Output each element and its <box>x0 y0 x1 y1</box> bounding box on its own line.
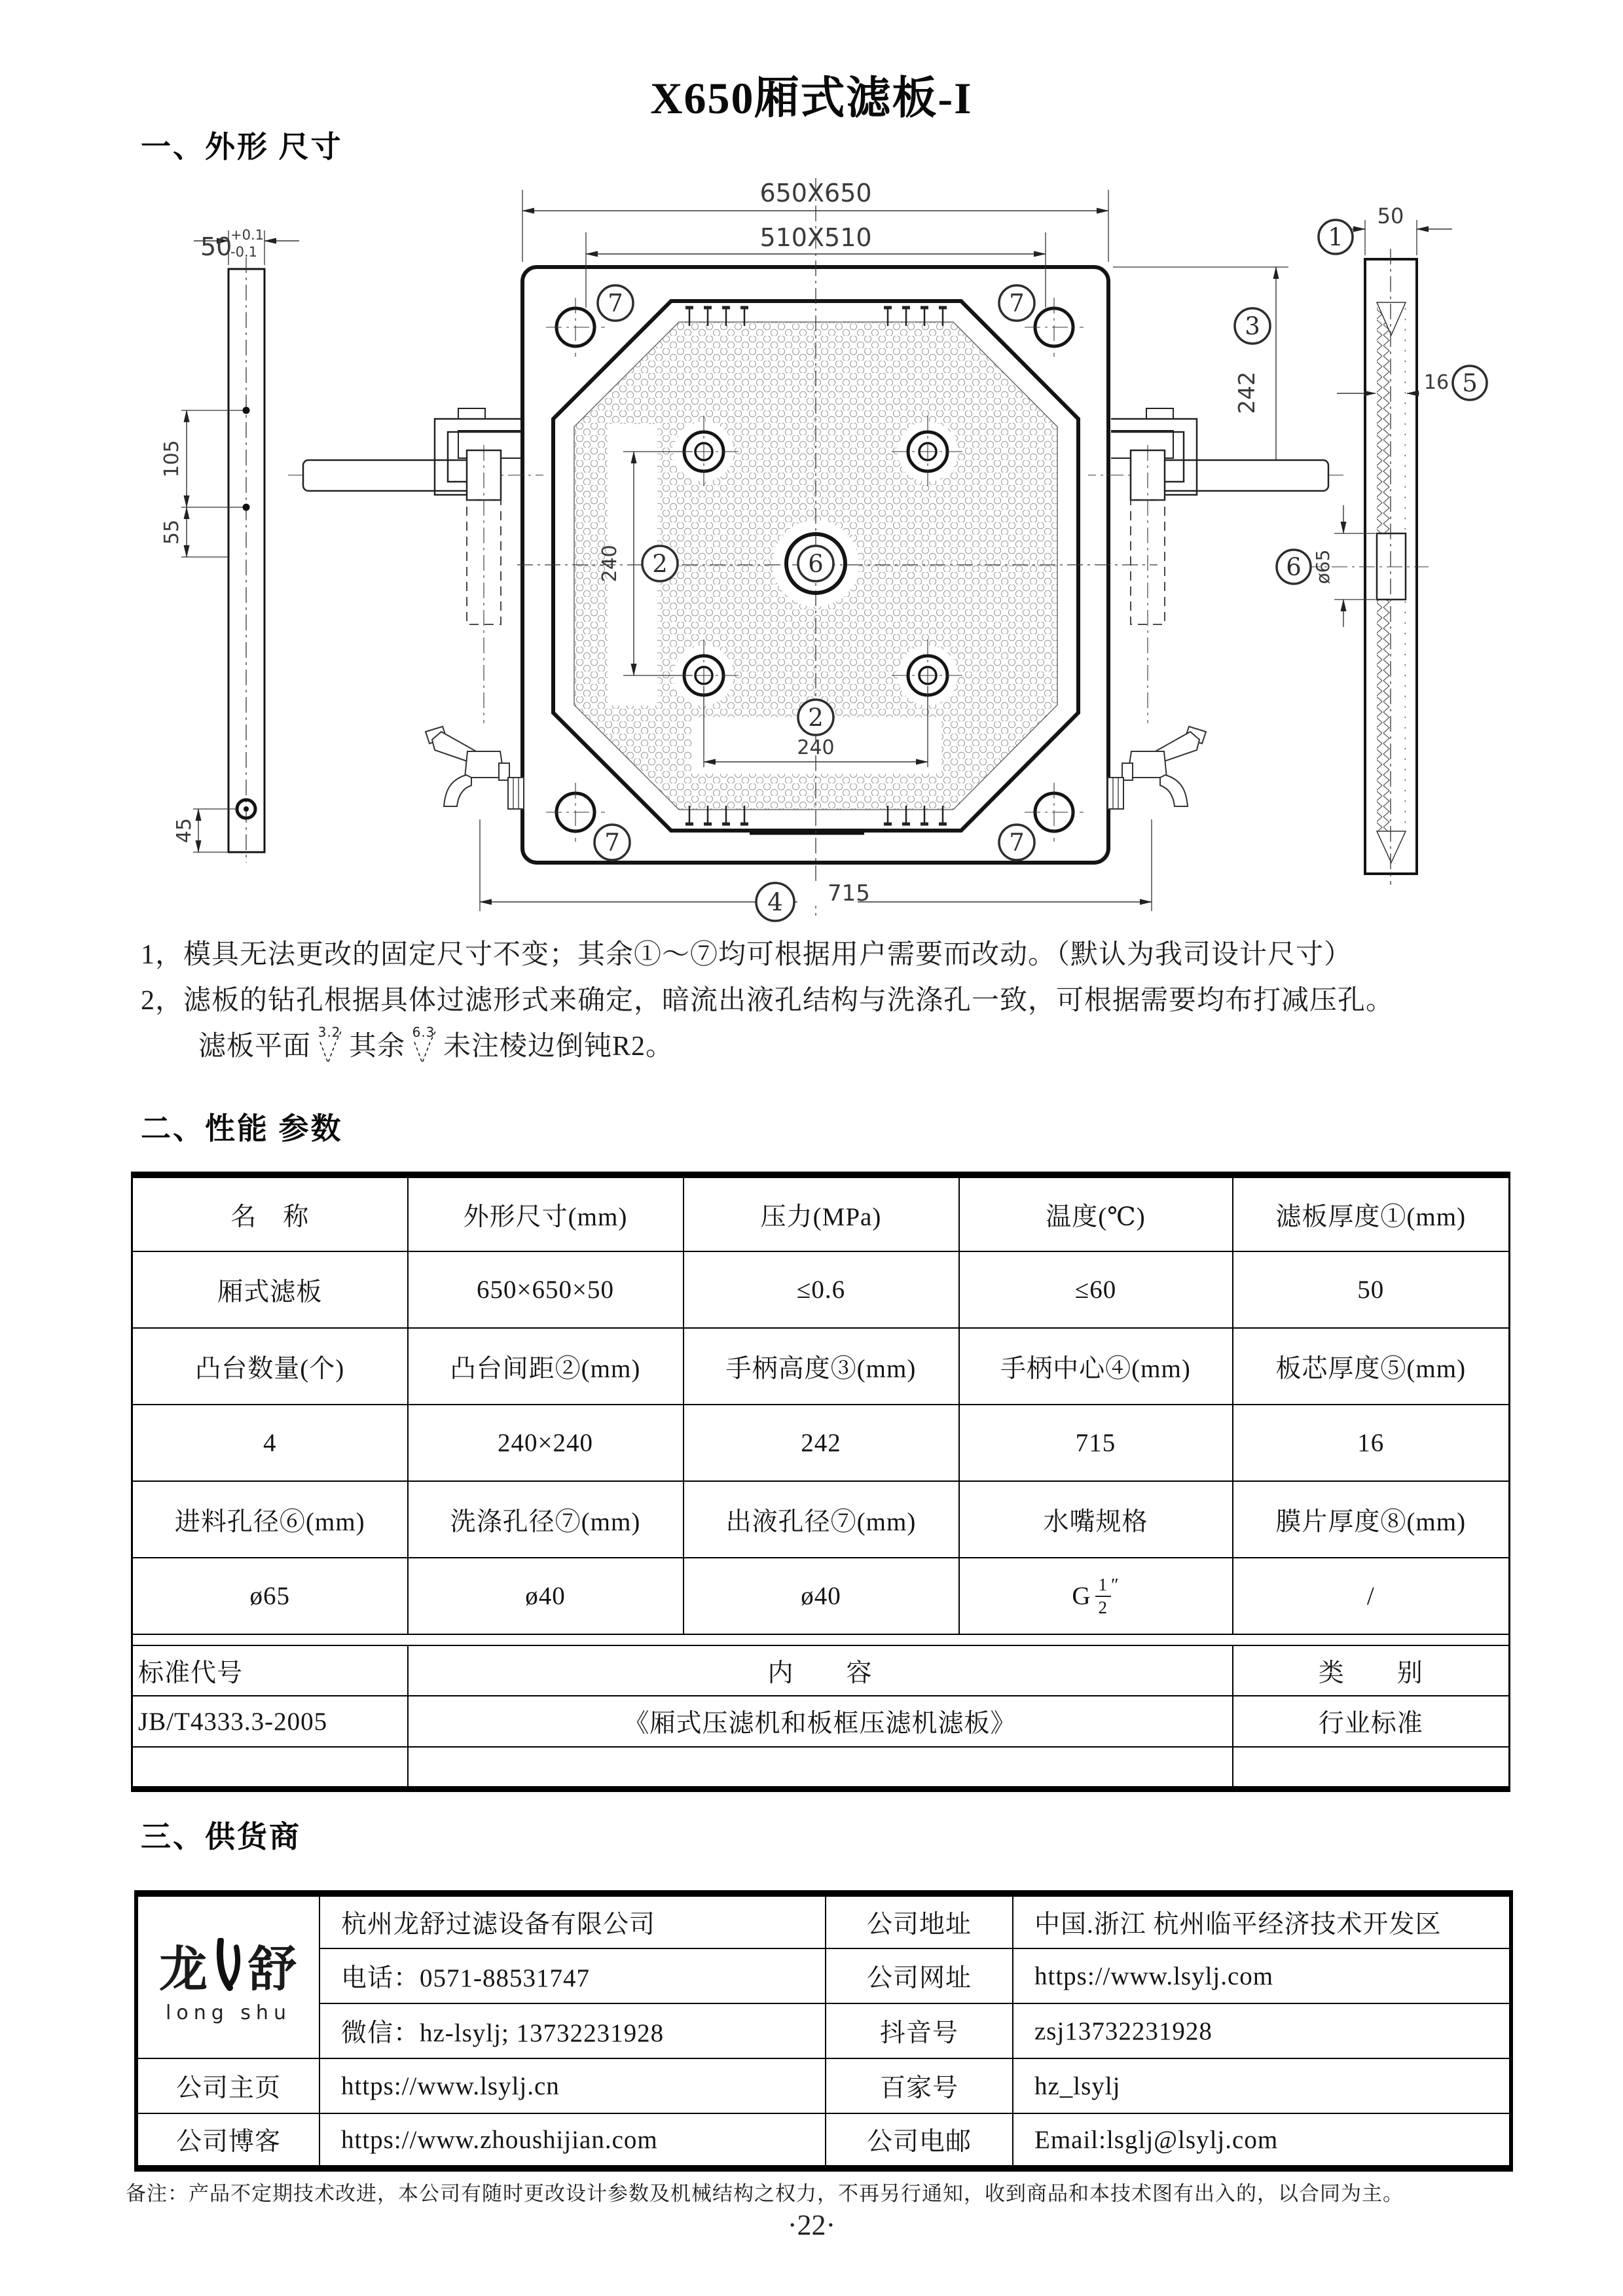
blog-label: 公司博客 <box>136 2113 319 2168</box>
wechat-value: 微信：hz-lsylj; 13732231928 <box>319 2003 826 2058</box>
dim-ext <box>193 809 237 852</box>
dim-105: 105 <box>160 440 183 478</box>
side-hole-dot <box>243 504 250 511</box>
badge-6-section <box>1277 550 1311 584</box>
dim-240-vertical: 240 <box>598 545 621 583</box>
dim-55: 55 <box>160 519 183 545</box>
dim-thickness-tol-minus: -0.1 <box>230 244 257 260</box>
dim-16: 16 <box>1423 371 1450 394</box>
dim-section-50: 50 <box>1377 204 1404 228</box>
param-header-cell: 手柄中心④(mm) <box>959 1328 1233 1405</box>
nozzle-denominator: 2 <box>1098 1597 1108 1617</box>
nozzle-numerator: 1 <box>1095 1576 1112 1597</box>
param-header-cell: 板芯厚度⑤(mm) <box>1233 1328 1510 1405</box>
note-line-1: 1，模具无法更改的固定尺寸不变；其余①～⑦均可根据用户需要而改动。（默认为我司设计尺寸） <box>141 940 1353 970</box>
badge-3-text: 3 <box>1245 312 1260 340</box>
param-header-cell: 手柄高度③(mm) <box>684 1328 959 1405</box>
empty-cell <box>132 1747 408 1789</box>
param-value-cell: ≤60 <box>959 1251 1233 1328</box>
param-value-cell nozzle-cell <box>959 1558 1233 1634</box>
logo-char-left: 龙 <box>159 1943 209 1997</box>
badge-2-text: 2 <box>808 704 824 732</box>
company-name: 杭州龙舒过滤设备有限公司 <box>319 1893 826 1948</box>
front-view <box>480 178 1288 920</box>
param-value-cell: ø65 <box>132 1558 408 1634</box>
dim-45: 45 <box>173 817 196 844</box>
empty-row <box>132 1747 1510 1789</box>
section-bottom-notch <box>1377 831 1406 863</box>
badge-6-center <box>798 546 833 581</box>
surface-finish-icon <box>315 1025 345 1066</box>
badge-4 <box>756 883 794 921</box>
badge-7-text: 7 <box>608 289 623 317</box>
side-bottom-hole-center <box>244 806 249 812</box>
param-header-cell: 出液孔径⑦(mm) <box>684 1481 959 1558</box>
badge-7-text: 7 <box>604 829 620 857</box>
param-value-row <box>132 1558 1510 1634</box>
badge-3 <box>1235 308 1270 344</box>
nozzle-spec <box>1072 1576 1119 1617</box>
dim-715: 715 <box>828 880 870 906</box>
param-value-cell: / <box>1233 1558 1510 1634</box>
badge-7-text: 7 <box>1009 289 1025 317</box>
blog-value: https://www.zhoushijian.com <box>319 2113 826 2168</box>
faucet-left <box>426 726 524 809</box>
homepage-value: https://www.lsylj.cn <box>319 2058 826 2113</box>
note-line-2: 2，滤板的钻孔根据具体过滤形式来确定，暗流出液孔结构与洗涤孔一致，可根据需要均布打减压孔。 <box>141 986 1395 1016</box>
standard-value-row <box>132 1696 1510 1747</box>
param-header-cell: 滤板厚度①(mm) <box>1233 1175 1510 1251</box>
finish-value: 3.2 <box>318 1025 341 1040</box>
dim-510x510: 510X510 <box>759 223 872 252</box>
page-title: X650厢式滤板-I <box>650 73 973 123</box>
handle-bracket-step <box>458 408 485 419</box>
table-separator-row <box>132 1634 1510 1645</box>
handle-bar <box>303 460 484 491</box>
logo-char-right: 舒 <box>248 1943 298 1997</box>
param-value-cell: ≤0.6 <box>684 1251 959 1328</box>
surface-finish-icon <box>409 1025 439 1066</box>
homepage-label: 公司主页 <box>136 2058 319 2113</box>
badge-2 <box>798 700 833 735</box>
douyin-value: zsj13732231928 <box>1013 2003 1511 2058</box>
param-value-row <box>132 1405 1510 1481</box>
dim-650x650: 650X650 <box>759 179 872 207</box>
param-header-row <box>132 1175 1510 1251</box>
param-value-cell: 715 <box>959 1405 1233 1481</box>
param-header-cell: 进料孔径⑥(mm) <box>132 1481 408 1558</box>
dim-d65: ø65 <box>1312 549 1334 584</box>
separator-cell <box>132 1634 1510 1645</box>
note-line-3-pre: 滤板平面 <box>198 1031 312 1062</box>
standard-code-header: 标准代号 <box>132 1645 408 1696</box>
section-1-heading: 一、外形 尺寸 <box>141 130 343 164</box>
website-label: 公司网址 <box>826 1948 1013 2003</box>
phone-value: 电话：0571-88531747 <box>319 1948 826 2003</box>
standard-content: 《厢式压滤机和板框压滤机滤板》 <box>408 1696 1233 1747</box>
standard-header-row <box>132 1645 1510 1696</box>
footer-disclaimer: 备注：产品不定期技术改进，本公司有随时更改设计参数及机械结构之权力，不再另行通知，收到商品和本技术图有出入的，以合同为主。 <box>126 2182 1404 2205</box>
faucet-right <box>1108 726 1206 809</box>
badge-6-text: 6 <box>808 550 824 578</box>
address-value: 中国.浙江 杭州临平经济技术开发区 <box>1013 1893 1511 1948</box>
dim-thickness-tol-plus: +0.1 <box>230 227 264 243</box>
faucet-nut <box>508 778 524 809</box>
note-line-3-mid: 其余 <box>349 1031 406 1062</box>
dim-thickness: 50 <box>200 232 232 261</box>
badge-1-text: 1 <box>1328 223 1343 251</box>
standard-class-header: 类 别 <box>1233 1645 1510 1696</box>
param-header-cell: 压力(MPa) <box>684 1175 959 1251</box>
param-value-cell: 16 <box>1233 1405 1510 1481</box>
douyin-label: 抖音号 <box>826 2003 1013 2058</box>
section-view <box>1304 204 1452 885</box>
note-line-3 <box>141 1024 1542 1069</box>
address-label: 公司地址 <box>826 1893 1013 1948</box>
supplier-row <box>136 1948 1511 2003</box>
param-header-cell: 名 称 <box>132 1175 408 1251</box>
side-view-left <box>160 227 299 863</box>
parameters-table <box>131 1172 1510 1792</box>
standard-code: JB/T4333.3-2005 <box>132 1696 408 1747</box>
supplier-table <box>134 1890 1513 2172</box>
technical-drawing <box>0 0 1623 923</box>
dim-240-horizontal: 240 <box>797 736 835 759</box>
note-line-3-post: 未注棱边倒钝R2。 <box>443 1031 674 1062</box>
empty-cell <box>408 1747 1233 1789</box>
supplier-row <box>136 1893 1511 1948</box>
logo-brush-icon <box>211 1938 246 1993</box>
badge-5 <box>1453 366 1487 400</box>
drawing-notes <box>141 932 1542 1069</box>
baijiahao-label: 百家号 <box>826 2058 1013 2113</box>
website-value: https://www.lsylj.com <box>1013 1948 1511 2003</box>
email-value: Email:lsglj@lsylj.com <box>1013 2113 1511 2168</box>
badge-2 <box>642 546 678 581</box>
baijiahao-value: hz_lsylj <box>1013 2058 1511 2113</box>
param-header-cell: 凸台数量(个) <box>132 1328 408 1405</box>
handle-left <box>288 408 543 723</box>
empty-cell <box>1233 1747 1510 1789</box>
param-value-cell: ø40 <box>684 1558 959 1634</box>
param-value-cell: 4 <box>132 1405 408 1481</box>
badge-5-text: 5 <box>1462 369 1478 397</box>
param-header-cell: 膜片厚度⑧(mm) <box>1233 1481 1510 1558</box>
standard-content-header: 内 容 <box>408 1645 1233 1696</box>
logo-latin-name: long shu <box>166 2001 291 2024</box>
badge-7 <box>598 285 633 321</box>
email-label: 公司电邮 <box>826 2113 1013 2168</box>
standard-class: 行业标准 <box>1233 1696 1510 1747</box>
dim-ext <box>181 410 243 557</box>
badge-7 <box>999 285 1034 321</box>
badge-1 <box>1319 220 1353 254</box>
param-header-cell: 水嘴规格 <box>959 1481 1233 1558</box>
logo-characters <box>138 1931 319 2000</box>
supplier-row <box>136 2113 1511 2168</box>
badge-7 <box>594 825 630 860</box>
param-value-cell: 240×240 <box>408 1405 684 1481</box>
param-header-row <box>132 1328 1510 1405</box>
badge-7 <box>999 825 1034 860</box>
param-header-cell: 凸台间距②(mm) <box>408 1328 684 1405</box>
param-header-cell: 洗涤孔径⑦(mm) <box>408 1481 684 1558</box>
dim-242: 242 <box>1234 371 1260 414</box>
param-header-row <box>132 1481 1510 1558</box>
finish-value: 6.3 <box>412 1025 435 1040</box>
param-value-cell: 242 <box>684 1405 959 1481</box>
section-3-heading: 三、供货商 <box>141 1820 301 1854</box>
badge-2-text: 2 <box>652 550 668 578</box>
supplier-row <box>136 2003 1511 2058</box>
param-value-cell: ø40 <box>408 1558 684 1634</box>
badge-4-text: 4 <box>767 888 783 916</box>
side-hole-dot <box>243 407 250 414</box>
param-header-cell: 温度(℃) <box>959 1175 1233 1251</box>
faucet-spout <box>444 775 471 806</box>
nozzle-prefix: G <box>1072 1582 1091 1610</box>
badge-7-text: 7 <box>1009 829 1025 857</box>
param-value-row <box>132 1251 1510 1328</box>
param-value-cell: 厢式滤板 <box>132 1251 408 1328</box>
page-number: ·22· <box>787 2209 836 2241</box>
nozzle-unit: ″ <box>1111 1575 1120 1596</box>
company-logo <box>136 1893 319 2058</box>
param-header-cell: 外形尺寸(mm) <box>408 1175 684 1251</box>
supplier-row <box>136 2058 1511 2113</box>
param-value-cell: 650×650×50 <box>408 1251 684 1328</box>
section-2-heading: 二、性能 参数 <box>141 1112 343 1145</box>
param-value-cell: 50 <box>1233 1251 1510 1328</box>
badge-6-text: 6 <box>1286 553 1302 581</box>
